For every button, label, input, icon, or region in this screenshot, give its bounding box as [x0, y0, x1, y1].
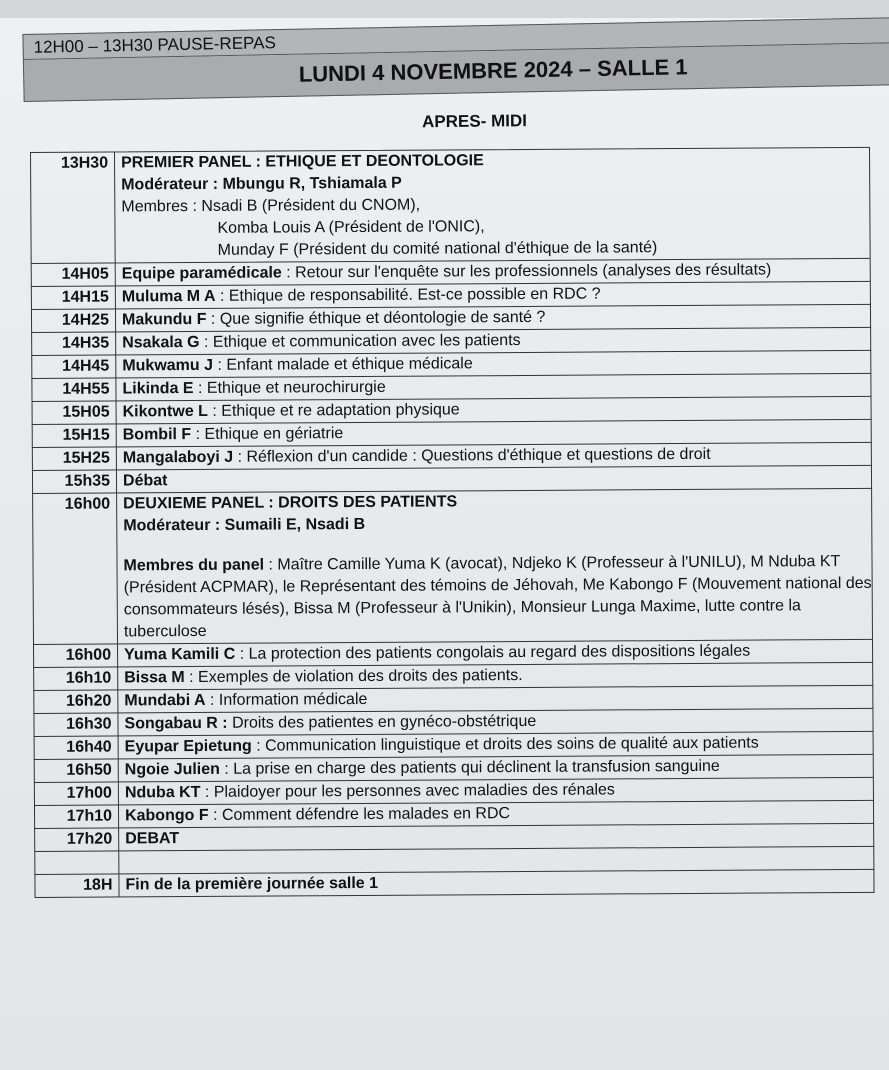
talk-topic: : Ethique et neurochirurgie — [193, 378, 386, 398]
speaker-name: Yuma Kamili C — [124, 645, 236, 664]
time-cell: 14H45 — [32, 355, 116, 378]
time-cell: 13H30 — [31, 152, 116, 263]
time-cell: 16h10 — [34, 667, 118, 690]
time-cell: 15H25 — [33, 447, 117, 470]
time-cell: 16h30 — [34, 713, 118, 736]
speaker-name: Eyupar Epietung — [124, 737, 252, 756]
day-title: LUNDI 4 NOVEMBRE 2024 – SALLE 1 — [23, 43, 889, 102]
speaker-name: Kabongo F — [125, 806, 209, 825]
schedule-table — [30, 147, 875, 898]
speaker-name: Nsakala G — [122, 333, 200, 352]
speaker-name: Mundabi A — [124, 691, 206, 710]
talk-topic: : La protection des patients congolais au regard des dispositions légales — [235, 642, 751, 663]
talk-topic: : Enfant malade et éthique médicale — [212, 355, 473, 374]
talk-topic: : Ethique et re adaptation physique — [207, 401, 460, 420]
time-cell: 15h35 — [33, 470, 117, 493]
speaker-name: Bombil F — [122, 426, 192, 444]
talk-topic: : Ethique de responsabilité. Est-ce possible en RDC ? — [215, 285, 601, 305]
panel1-row — [30, 147, 871, 264]
day-header — [22, 0, 889, 106]
panel1-member: Komba Louis A (Président de l'ONIC), — [217, 218, 485, 237]
time-cell: 16h00 — [34, 644, 118, 667]
talk-topic: : Communication linguistique et droits des soins de qualité aux patients — [251, 734, 759, 755]
panel2-members: : Maître Camille Yuma K (avocat), Ndjeko K (Professeur à l'UNILU), M Nduba KT (Président ACPMAR), le Représentant des témoins de Jéhovah, Me Kabongo F (Mouvement national des consommateurs lésés), Bissa M (Professeur à l'Unikin), Monsieur Lunga Maxime, lutte contre la tuberculose — [123, 553, 872, 641]
talk-topic: : Information médicale — [205, 690, 368, 709]
time-cell: 14H35 — [32, 332, 116, 355]
time-cell: 14H05 — [32, 263, 116, 286]
speaker-name: Bissa M — [124, 669, 185, 687]
time-cell: 17h20 — [35, 828, 119, 851]
panel2-row — [32, 489, 873, 645]
talks-block-2 — [33, 640, 874, 852]
speaker-name: DEBAT — [125, 830, 180, 848]
speaker-name: Débat — [122, 472, 168, 490]
speaker-name: Ngoie Julien — [124, 760, 220, 779]
talk-topic: : Réflexion d'un candide : Questions d'éthique et questions de droit — [233, 445, 711, 466]
speaker-name: Muluma M A — [121, 287, 216, 306]
time-cell: 14H25 — [32, 309, 116, 332]
closing-text: Fin de la première journée salle 1 — [125, 874, 379, 894]
time-cell: 17h10 — [35, 805, 119, 828]
talk-topic: : Ethique en gériatrie — [191, 425, 344, 444]
time-cell: 14H15 — [32, 286, 116, 309]
speaker-name: Mukwamu J — [122, 356, 214, 375]
time-cell: 16h00 — [33, 493, 118, 644]
panel1-moderator: Modérateur : Mbungu R, Tshiamala P — [121, 174, 402, 194]
lunch-break-row: 12H00 – 13H30 PAUSE-REPAS — [22, 17, 889, 60]
talk-topic: Droits des patientes en gynéco-obstétrique — [227, 712, 537, 732]
session-subtitle: APRES- MIDI — [421, 111, 528, 132]
panel1-member: Nsadi B (Président du CNOM), — [201, 196, 421, 215]
talk-topic: : Exemples de violation des droits des patients. — [184, 667, 523, 687]
talk-topic: : Retour sur l'enquête sur les professionnels (analyses des résultats) — [281, 261, 772, 282]
time-cell: 17h00 — [35, 782, 119, 805]
time-cell: 18H — [35, 874, 119, 897]
time-cell: 15H05 — [33, 401, 117, 424]
time-cell: 14H55 — [32, 378, 116, 401]
time-cell: 16h40 — [35, 736, 119, 759]
talk-topic: : La prise en charge des patients qui déclinent la transfusion sanguine — [219, 757, 720, 778]
speaker-name: Songabau R : — [124, 714, 228, 733]
talk-topic: : Plaidoyer pour les personnes avec maladies des rénales — [200, 781, 615, 801]
panel2-members-label: Membres du panel — [123, 556, 265, 575]
speaker-name: Makundu F — [121, 310, 207, 329]
talk-topic: : Que signifie éthique et déontologie de santé ? — [206, 308, 546, 328]
speaker-name: Mangalaboyi J — [122, 448, 234, 467]
speaker-name: Equipe paramédicale — [121, 264, 282, 283]
talks-block-1 — [31, 259, 872, 494]
panel1-title: PREMIER PANEL : ETHIQUE ET DEONTOLOGIE — [121, 152, 484, 172]
panel1-member: Munday F (Président du comité national d'éthique de la santé) — [217, 239, 658, 259]
panel2-title: DEUXIEME PANEL : DROITS DES PATIENTS — [123, 493, 458, 513]
time-cell: 15H15 — [33, 424, 117, 447]
time-cell: 16h50 — [35, 759, 119, 782]
closing-row — [34, 870, 874, 898]
speaker-name: Kikontwe L — [122, 402, 208, 421]
panel1-members-label: Membres : — [121, 197, 197, 216]
talk-topic: : Comment défendre les malades en RDC — [208, 805, 511, 824]
time-cell: 16h20 — [34, 690, 118, 713]
speaker-name: Nduba KT — [124, 783, 201, 802]
panel2-moderator: Modérateur : Sumaili E, Nsadi B — [123, 515, 366, 535]
talk-topic: : Ethique et communication avec les patients — [199, 332, 521, 351]
speaker-name: Likinda E — [122, 380, 194, 398]
